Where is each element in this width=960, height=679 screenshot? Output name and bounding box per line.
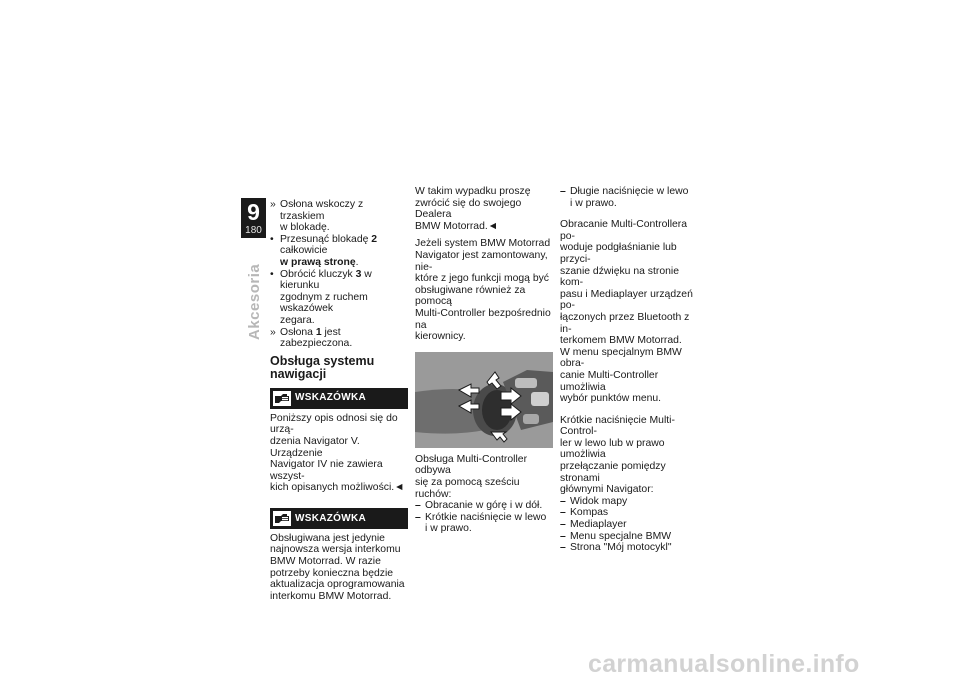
paragraph: Obracanie Multi-Controllera po- woduje podgłaśnianie lub przyci- szanie dźwięku na stronie kom- pasu i Mediaplayer urządzeń po- łączonych przez Bluetooth z in- terkomem BMW Motorrad. W menu specjalnym BMW obra- canie Multi-Controller umożliwia wybór punktów menu. xyxy=(560,219,693,405)
note-text: Poniższy opis odnosi się do urzą- dzenia Navigator V. Urządzenie Navigator IV nie zawiera wszyst- kich opisanych możliwości.◄ xyxy=(270,412,405,494)
dash-marker: – xyxy=(560,542,566,554)
paragraph: W takim wypadku proszę zwrócić się do swojego Dealera BMW Motorrad.◄ xyxy=(415,186,531,232)
paragraph: Jeżeli system BMW Motorrad Navigator jest zamontowany, nie- które z jego funkcji mogą być obsługiwane również za pomocą Multi-Controller bezpośrednio na kierownicy. xyxy=(415,238,551,343)
dash-marker: – xyxy=(560,186,566,197)
hand-pointer-icon xyxy=(273,391,291,406)
list-item xyxy=(560,531,700,543)
chapter-tab xyxy=(241,198,266,238)
note-text: Obsługiwana jest jedynie najnowsza wersja interkomu BMW Motorrad. W razie potrzeby konieczna będzie aktualizacja oprogramowania interkomu BMW Motorrad. xyxy=(270,532,405,602)
list-item-text: Menu specjalne BMW xyxy=(570,530,672,542)
list-item-text: Strona "Mój motocykl" xyxy=(570,542,672,554)
list-item-text: Krótkie naciśnięcie w lewo i w prawo. xyxy=(425,511,547,535)
step-item xyxy=(270,269,408,327)
bullet-marker: • xyxy=(270,268,274,280)
multi-controller-photo xyxy=(415,352,553,448)
section-heading: Obsługa systemu nawigacji xyxy=(270,353,375,382)
step-text: Obrócić kluczyk xyxy=(280,268,356,280)
step-text: w kierunku zgodnym z ruchem wskazówek zegara. xyxy=(280,268,372,326)
step-text: Osłona wskoczy z trzaskiem w blokadę. xyxy=(280,199,364,234)
step-item xyxy=(270,327,408,350)
list-item xyxy=(560,186,700,209)
list-item-text: Mediaplayer xyxy=(570,519,627,531)
column-1 xyxy=(270,199,408,602)
list-item-text: Długie naciśnięcie w lewo i w prawo. xyxy=(570,186,689,209)
chapter-title: Akcesoria xyxy=(246,263,263,340)
note-label: WSKAZÓWKA xyxy=(295,512,367,524)
step-item xyxy=(270,199,408,234)
list-item xyxy=(415,512,553,535)
dash-marker: – xyxy=(560,519,566,531)
note-banner xyxy=(270,508,408,529)
part-number: 3 xyxy=(355,268,362,280)
list-item xyxy=(560,519,700,531)
step-item xyxy=(270,234,408,269)
step-text: całkowicie xyxy=(280,245,328,257)
page-number: 180 xyxy=(245,225,262,236)
step-emphasis: w prawą stronę xyxy=(280,256,356,268)
result-marker: » xyxy=(270,326,276,338)
list-item-text: Obracanie w górę i w dół. xyxy=(425,500,543,512)
dash-marker: – xyxy=(415,500,421,512)
dash-marker: – xyxy=(560,495,566,507)
dash-marker: – xyxy=(415,511,421,523)
note-banner xyxy=(270,388,408,409)
part-number: 2 xyxy=(371,233,378,245)
part-number: 1 xyxy=(315,326,322,338)
paragraph: Obsługa Multi-Controller odbywa się za pomocą sześciu ruchów: xyxy=(415,453,528,500)
note-label: WSKAZÓWKA xyxy=(295,392,367,404)
result-marker: » xyxy=(270,199,276,210)
dash-marker: – xyxy=(560,507,566,519)
list-item xyxy=(560,496,700,508)
paragraph: Krótkie naciśnięcie Multi-Control- ler w lewo lub w prawo umożliwia przełączanie pomiędzy stronami głównymi Navigator: xyxy=(560,414,675,496)
column-3 xyxy=(560,186,700,554)
step-end: . xyxy=(355,256,359,268)
list-item xyxy=(415,500,553,512)
bullet-marker: • xyxy=(270,233,274,245)
column-2 xyxy=(415,186,553,535)
list-item xyxy=(560,542,700,554)
list-item xyxy=(560,507,700,519)
step-text: Osłona xyxy=(280,326,316,338)
dash-marker: – xyxy=(560,530,566,542)
hand-pointer-icon xyxy=(273,511,291,526)
list-item-text: Widok mapy xyxy=(570,495,628,507)
watermark: carmanualsonline.info xyxy=(588,650,860,678)
step-text: Przesunąć blokadę xyxy=(280,233,372,245)
step-text: jest zabezpieczona. xyxy=(280,326,353,350)
list-item-text: Kompas xyxy=(570,507,609,519)
chapter-number: 9 xyxy=(247,199,260,225)
